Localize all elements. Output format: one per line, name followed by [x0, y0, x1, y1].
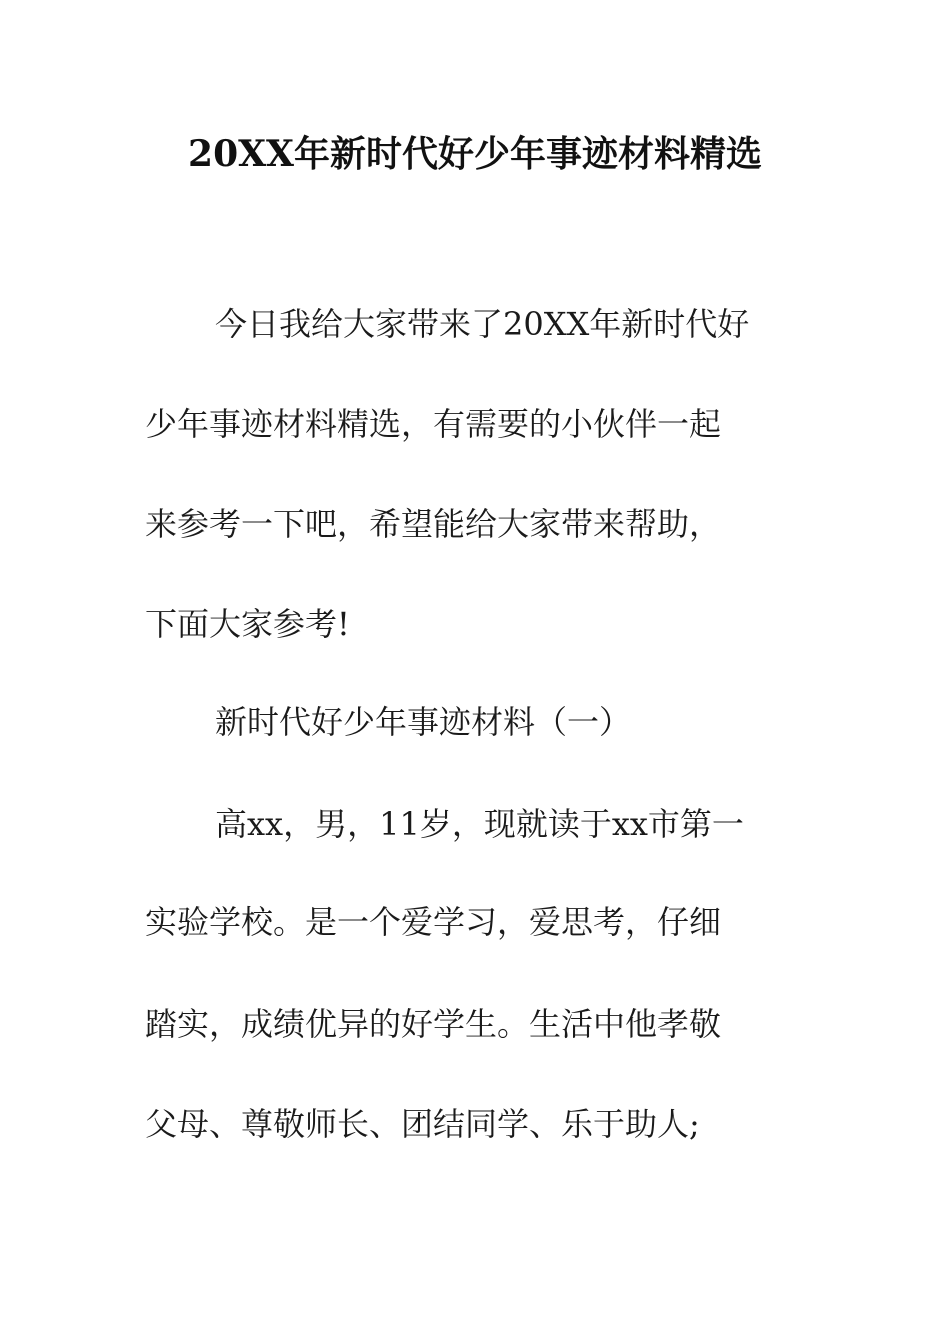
intro-line: 来参考一下吧，希望能给大家带来帮助，	[145, 505, 722, 543]
intro-line: 下面大家参考!	[145, 605, 350, 643]
body-line: 高xx，男，11岁，现就读于xx市第一	[215, 805, 744, 843]
intro-line: 今日我给大家带来了20XX年新时代好	[215, 305, 750, 343]
section-heading: 新时代好少年事迹材料（一）	[215, 703, 632, 741]
body-line: 踏实，成绩优异的好学生。生活中他孝敬	[145, 1005, 722, 1043]
body-line: 父母、尊敬师长、团结同学、乐于助人;	[145, 1105, 700, 1143]
document-title: 20XX年新时代好少年事迹材料精选	[188, 133, 762, 175]
body-line: 实验学校。是一个爱学习，爱思考，仔细	[145, 903, 722, 941]
intro-line: 少年事迹材料精选，有需要的小伙伴一起	[145, 405, 722, 443]
